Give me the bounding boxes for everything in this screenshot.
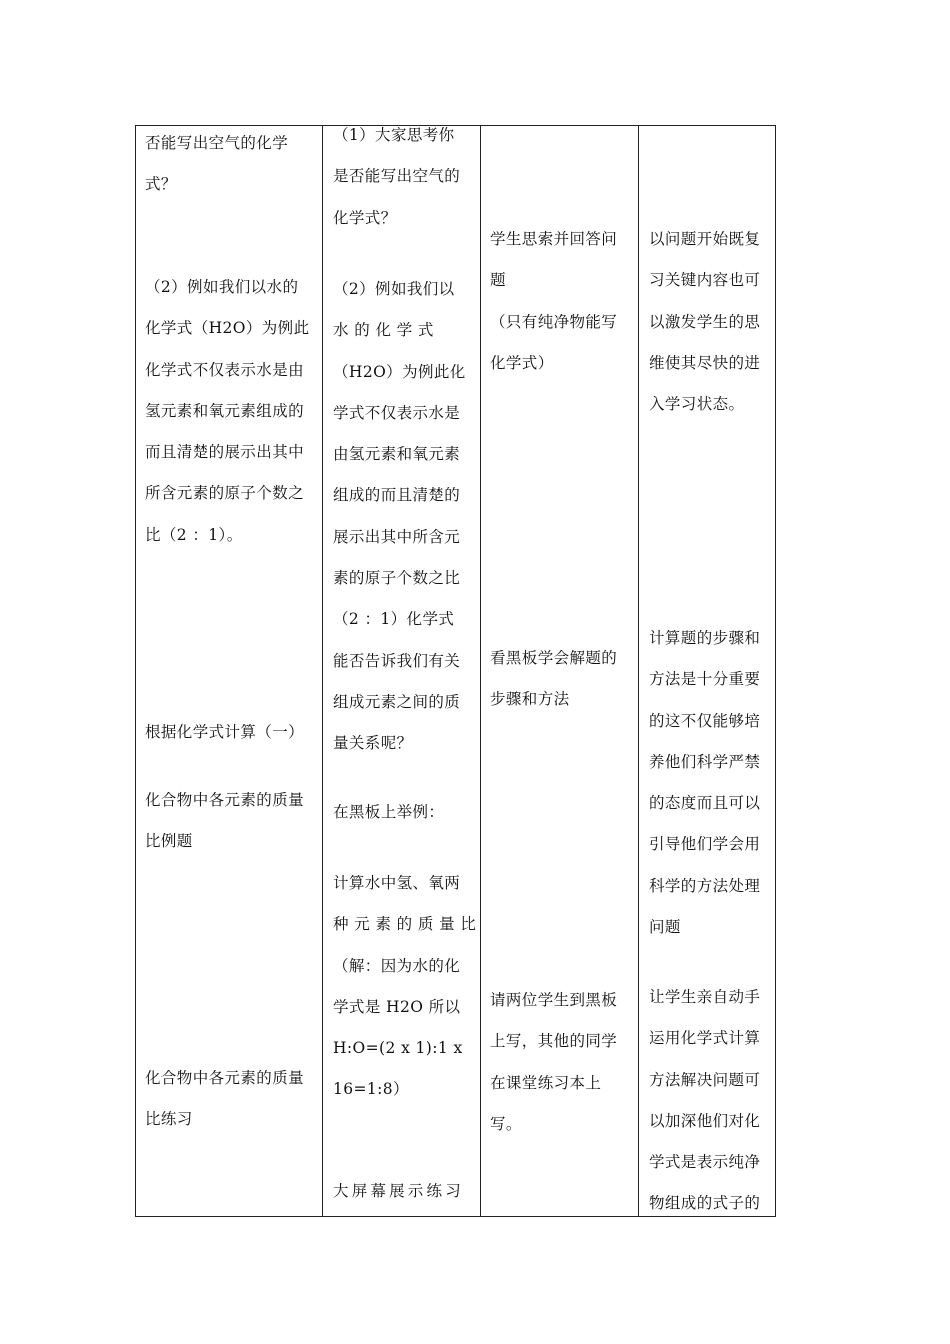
content-practice-title: 化合物中各元素的质量 比练习 [145, 1069, 305, 1129]
column-teacher-activity [322, 126, 481, 1216]
content-question-2: （2）例如我们以水的 化学式（H2O）为例此 化学式不仅表示水是由 氢元素和氧元素组成的 而且清楚的展示出其中 所含元素的原子个数之 比（2 ：1）。 [145, 278, 310, 544]
teacher-blackboard-example: 在黑板上举例： [333, 803, 445, 821]
content-example-title: 化合物中各元素的质量 比例题 [145, 791, 305, 851]
teacher-water-mass-ratio-calc: 计算水中氢、氧两 种 元 素 的 质 量 比 （解：因为水的化 学式是 H2O 所以 H:O=(2 x 1):1 x 16=1:8） [333, 874, 477, 1099]
content-calc-title: 根据化学式计算（一） [145, 723, 305, 741]
intent-hands-on: 让学生亲自动手 运用化学式计算 方法解决问题可 以加深他们对化 学式是表示纯净 物组成的式子的 [649, 988, 761, 1213]
student-blackboard-practice: 请两位学生到黑板 上写，其他的同学 在课堂练习本上 写。 [490, 991, 618, 1133]
intent-question-review: 以问题开始既复 习关键内容也可 以激发学生的思 维使其尽快的进 入学习状态。 [649, 230, 761, 414]
teacher-water-formula-explanation: （2）例如我们以 水 的 化 学 式 （H2O）为例此化 学式不仅表示水是 由氢元素和氧元素 组成的而且清楚的 展示出其中所含元 素的原子个数之比 （2 ：1）化学式 能否告诉我们有关 组成元素之间的质 量关系呢？ [333, 280, 466, 753]
lesson-plan-table [135, 125, 776, 1217]
intent-calculation-steps: 计算题的步骤和 方法是十分重要 的这不仅能够培 养他们科学严禁 的态度而且可以 引导他们学会用 科学的方法处理 问题 [649, 629, 761, 937]
column-student-activity [480, 126, 639, 1216]
content-question-1: 否能写出空气的化学 式？ [145, 134, 289, 194]
teacher-screen-practice: 大屏幕展示练习 [333, 1182, 464, 1200]
column-design-intent [638, 126, 778, 1216]
student-think-answer: 学生思索并回答问 题 （只有纯净物能写 化学式） [490, 230, 618, 372]
column-teaching-content [136, 126, 322, 1216]
teacher-think-prompt: （1）大家思考你 是否能写出空气的 化学式？ [333, 126, 461, 227]
student-watch-blackboard: 看黑板学会解题的 步骤和方法 [490, 649, 618, 709]
